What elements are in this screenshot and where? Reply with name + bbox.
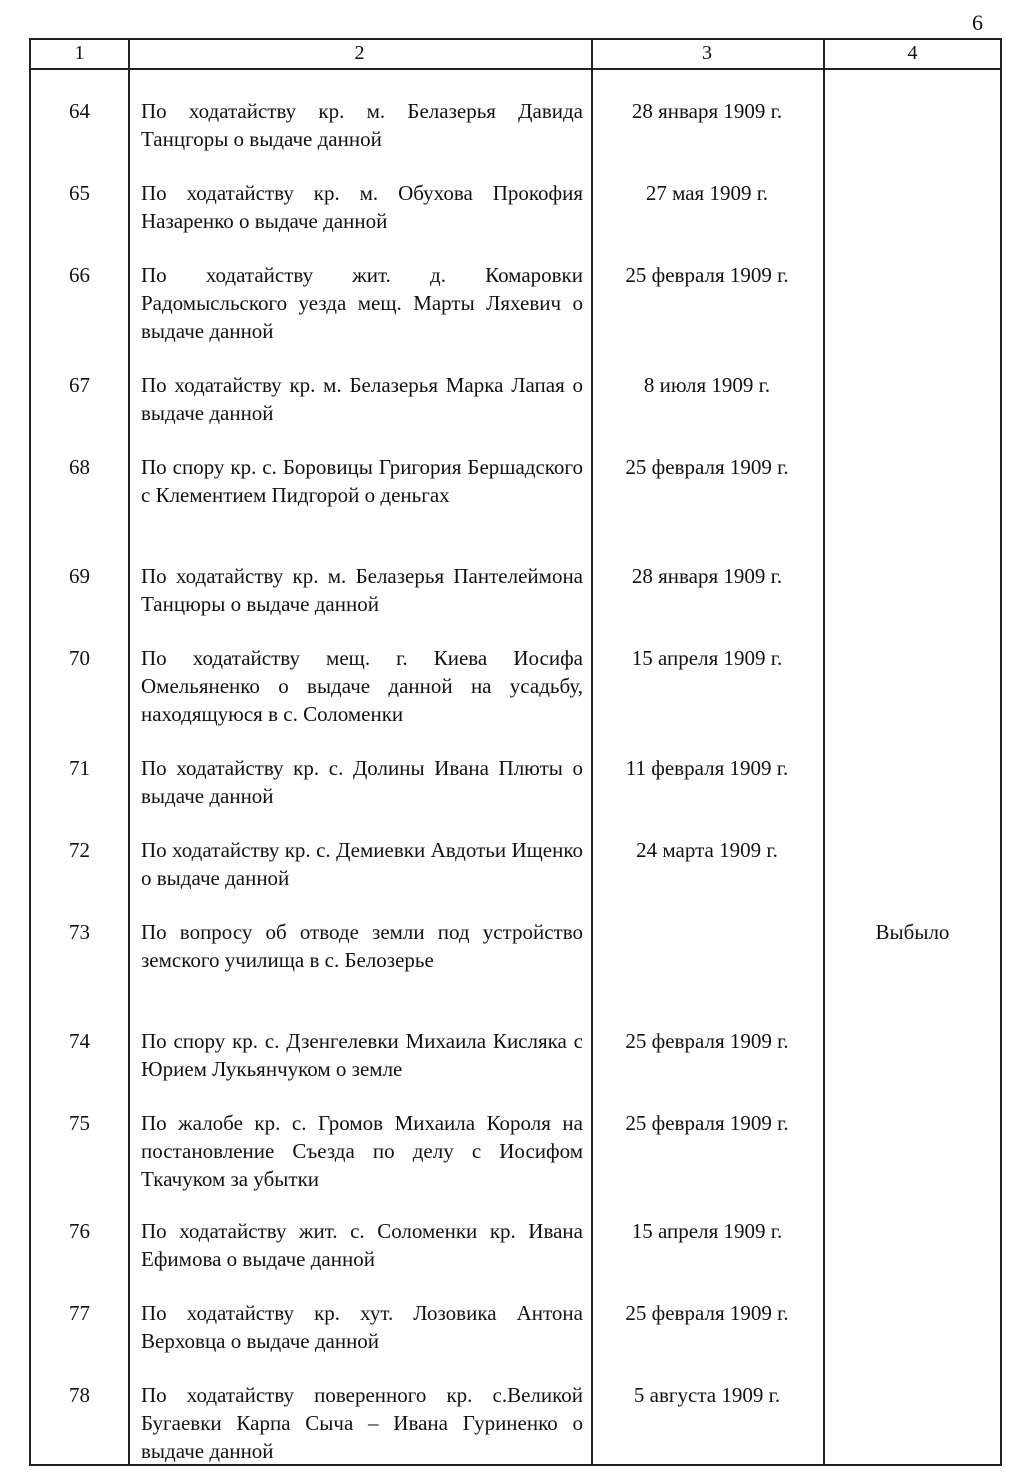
row-date: 25 февраля 1909 г. <box>625 1111 789 1135</box>
row-description: По ходатайству кр. м. Белазерья Марка Лапая о выдаче данной <box>141 373 583 425</box>
row-number: 69 <box>69 564 90 588</box>
row-date: 27 мая 1909 г. <box>645 181 769 205</box>
row-description: По жалобе кр. с. Громов Михаила Короля на постановление Съезда по делу с Иосифом Ткачуком за убытки <box>141 1111 583 1191</box>
header-col-2: 2 <box>354 42 365 64</box>
row-number: 67 <box>69 373 90 397</box>
column-divider <box>591 40 593 1464</box>
row-date: 24 марта 1909 г. <box>636 838 778 862</box>
row-date: 28 января 1909 г. <box>631 564 783 588</box>
row-description: По ходатайству кр. м. Обухова Прокофия Назаренко о выдаче данной <box>141 181 583 233</box>
row-description: По ходатайству жит. с. Соломенки кр. Ивана Ефимова о выдаче данной <box>141 1219 583 1271</box>
row-date: 25 февраля 1909 г. <box>625 263 789 287</box>
header-col-4: 4 <box>907 42 918 64</box>
row-description: По ходатайству жит. д. Комаровки Радомысльского уезда мещ. Марты Ляхевич о выдаче данной <box>141 263 583 343</box>
row-number: 70 <box>69 646 90 670</box>
row-description: По спору кр. с. Дзенгелевки Михаила Кисляка с Юрием Лукьянчуком о земле <box>141 1029 583 1081</box>
header-col-3: 3 <box>702 42 712 64</box>
row-date: 15 апреля 1909 г. <box>631 646 783 670</box>
row-date: 25 февраля 1909 г. <box>625 455 789 479</box>
row-number: 71 <box>69 756 90 780</box>
row-description: По ходатайству кр. с. Долины Ивана Плюты о выдаче данной <box>141 756 583 808</box>
row-number: 68 <box>69 455 90 479</box>
row-number: 74 <box>69 1029 90 1053</box>
row-number: 64 <box>69 99 90 123</box>
row-date: 11 февраля 1909 г. <box>625 756 789 780</box>
row-number: 77 <box>69 1301 90 1325</box>
row-number: 66 <box>69 263 90 287</box>
row-number: 78 <box>69 1383 90 1407</box>
row-description: По ходатайству кр. м. Белазерья Пантелеймона Танцюры о выдаче данной <box>141 564 583 616</box>
row-description: По ходатайству поверенного кр. с.Великой Бугаевки Карпа Сыча – Ивана Гуриненко о выдаче данной <box>141 1383 583 1463</box>
column-divider <box>823 40 825 1464</box>
row-number: 76 <box>69 1219 90 1243</box>
records-table <box>29 38 1002 1466</box>
row-date: 28 января 1909 г. <box>631 99 783 123</box>
row-description: По спору кр. с. Боровицы Григория Бершадского с Клементием Пидгорой о деньгах <box>141 455 583 507</box>
header-col-1: 1 <box>74 42 85 64</box>
page-number: 6 <box>972 10 983 35</box>
row-description: По ходатайству кр. м. Белазерья Давида Танцгоры о выдаче данной <box>141 99 583 151</box>
column-divider <box>128 40 130 1464</box>
row-date: 15 апреля 1909 г. <box>631 1219 783 1243</box>
row-number: 65 <box>69 181 90 205</box>
row-description: По ходатайству мещ. г. Киева Иосифа Омельяненко о выдаче данной на усадьбу, находящуюся в с. Соломенки <box>141 646 583 726</box>
row-date: 25 февраля 1909 г. <box>625 1029 789 1053</box>
row-date: 25 февраля 1909 г. <box>625 1301 789 1325</box>
table-header <box>31 40 1000 70</box>
row-description: По вопросу об отводе земли под устройство земского училища в с. Белозерье <box>141 920 583 972</box>
row-description: По ходатайству кр. хут. Лозовика Антона Верховца о выдаче данной <box>141 1301 583 1353</box>
row-description: По ходатайству кр. с. Демиевки Авдотьи Ищенко о выдаче данной <box>141 838 583 890</box>
row-number: 72 <box>69 838 90 862</box>
row-date: 8 июля 1909 г. <box>643 373 771 397</box>
row-date: 5 августа 1909 г. <box>633 1383 781 1407</box>
row-note: Выбыло <box>875 920 950 944</box>
row-number: 73 <box>69 920 90 944</box>
row-number: 75 <box>69 1111 90 1135</box>
